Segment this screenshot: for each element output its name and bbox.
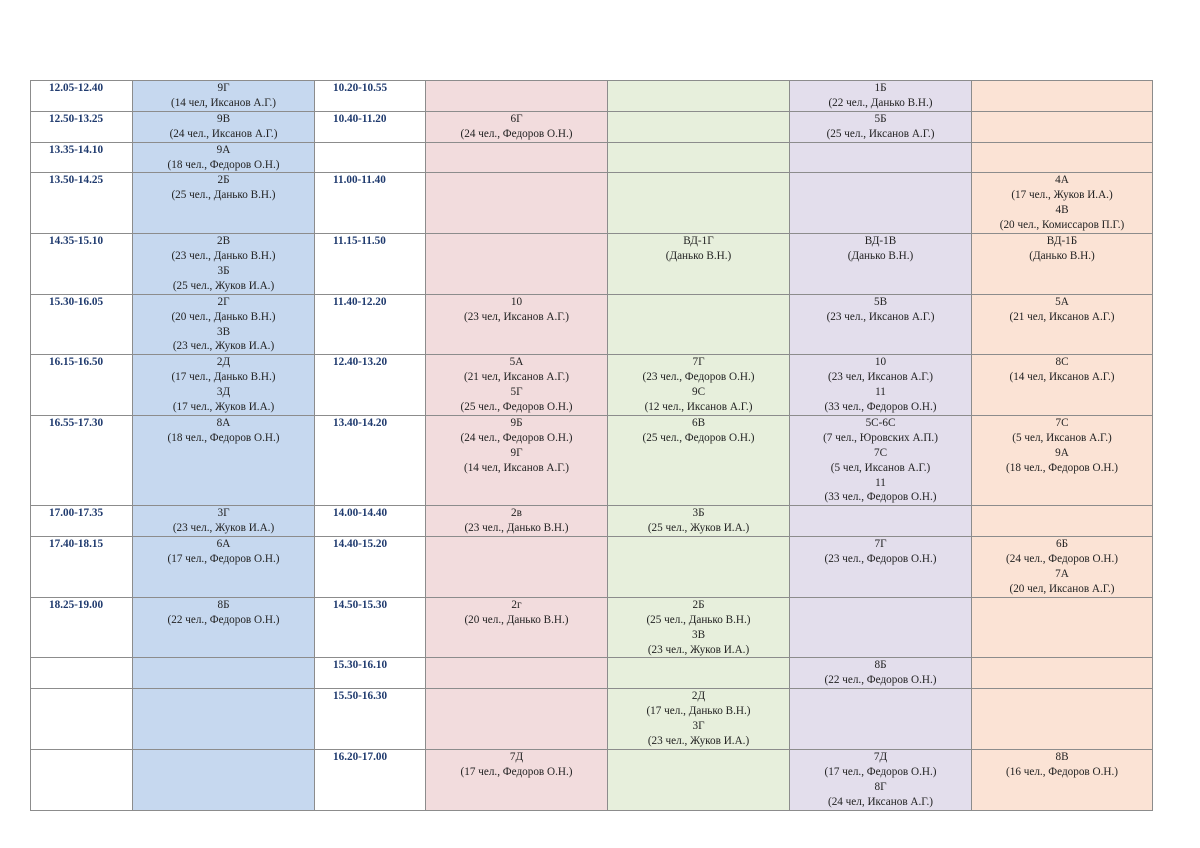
class-name: ВД-1В	[864, 235, 897, 248]
class-name: 1Б	[874, 82, 887, 94]
class-details: (21 чел, Иксанов А.Г.)	[1009, 310, 1115, 323]
class-cell	[790, 506, 972, 537]
class-cell	[426, 415, 608, 505]
class-cell	[972, 749, 1153, 810]
class-name: 10	[510, 295, 523, 308]
class-name: 7Д	[509, 750, 524, 763]
time-slot-cell	[31, 749, 133, 810]
class-name: 5С-6С	[865, 416, 896, 429]
class-cell	[790, 81, 972, 112]
class-details: (18 чел., Федоров О.Н.)	[167, 158, 280, 171]
time-slot-cell	[31, 142, 133, 173]
class-details: (23 чел., Федоров О.Н.)	[642, 371, 755, 384]
class-name: 9А	[216, 143, 231, 156]
class-cell	[972, 234, 1153, 295]
class-details: (23 чел., Жуков И.А.)	[172, 522, 275, 535]
class-name: 3В	[216, 325, 231, 338]
class-cell	[608, 355, 790, 416]
time-slot: 17.00-17.35	[49, 507, 104, 520]
class-cell	[608, 294, 790, 355]
class-cell	[608, 689, 790, 750]
class-details: (33 чел., Федоров О.Н.)	[824, 401, 937, 414]
class-cell	[133, 81, 315, 112]
class-details: (23 чел., Федоров О.Н.)	[824, 553, 937, 566]
time-slot: 18.25-19.00	[49, 598, 104, 611]
class-name: 3Б	[692, 507, 705, 520]
class-details: (25 чел., Данько В.Н.)	[646, 613, 751, 626]
time-slot: 17.40-18.15	[49, 538, 104, 551]
class-name: ВД-1Б	[1046, 235, 1078, 248]
class-cell	[426, 537, 608, 598]
class-cell	[133, 173, 315, 234]
time-slot-cell	[315, 658, 426, 689]
class-cell	[790, 749, 972, 810]
class-name: 11	[875, 386, 886, 399]
class-name: 6Б	[1055, 538, 1069, 551]
class-cell	[608, 111, 790, 142]
time-slot-cell	[31, 415, 133, 505]
class-cell	[790, 597, 972, 658]
time-slot-cell	[315, 355, 426, 416]
class-details: (20 чел, Иксанов А.Г.)	[1009, 582, 1115, 595]
class-details: (23 чел, Иксанов А.Г.)	[827, 371, 934, 384]
schedule-row	[31, 749, 1153, 810]
class-details: (5 чел, Иксанов А.Г.)	[1012, 431, 1112, 444]
class-details: (20 чел., Данько В.Н.)	[464, 613, 569, 626]
class-details: (17 чел., Федоров О.Н.)	[167, 553, 280, 566]
class-name: 8В	[1055, 750, 1069, 763]
class-cell	[790, 689, 972, 750]
class-name: 6Г	[510, 112, 523, 125]
time-slot-cell	[315, 749, 426, 810]
time-slot-cell	[315, 689, 426, 750]
class-name: 2Д	[691, 690, 706, 703]
class-cell	[133, 689, 315, 750]
class-cell	[972, 537, 1153, 598]
class-details: (23 чел., Жуков И.А.)	[647, 734, 750, 747]
class-details: (25 чел., Федоров О.Н.)	[460, 401, 573, 414]
time-slot-cell	[31, 689, 133, 750]
class-details: (25 чел., Иксанов А.Г.)	[826, 127, 935, 140]
class-name: 9В	[216, 112, 231, 125]
class-cell	[133, 415, 315, 505]
class-details: (24 чел., Федоров О.Н.)	[1006, 553, 1118, 566]
class-details: (22 чел., Федоров О.Н.)	[824, 674, 937, 687]
class-details: (14 чел, Иксанов А.Г.)	[1009, 371, 1115, 384]
class-name: 3Г	[217, 507, 230, 520]
time-slot-cell	[31, 294, 133, 355]
time-slot: 13.50-14.25	[49, 174, 104, 187]
schedule-row	[31, 173, 1153, 234]
class-cell	[608, 749, 790, 810]
class-cell	[133, 142, 315, 173]
class-cell	[972, 658, 1153, 689]
class-cell	[608, 415, 790, 505]
time-slot: 14.00-14.40	[333, 507, 388, 520]
class-cell	[608, 506, 790, 537]
class-details: (17 чел., Данько В.Н.)	[171, 371, 276, 384]
class-details: (20 чел., Комиссаров П.Г.)	[999, 219, 1125, 232]
class-name: 5В	[873, 295, 888, 308]
class-name: 7Г	[692, 356, 705, 369]
class-name: 3Б	[217, 264, 230, 277]
class-name: 4В	[1055, 204, 1069, 217]
class-name: 7А	[1055, 568, 1069, 580]
class-cell	[426, 749, 608, 810]
time-slot: 11.40-12.20	[333, 295, 387, 308]
class-name: 5Б	[874, 112, 887, 125]
class-cell	[972, 81, 1153, 112]
class-name: 3Г	[692, 720, 705, 733]
time-slot-cell	[315, 81, 426, 112]
schedule-row	[31, 234, 1153, 295]
class-name: 9Г	[217, 82, 230, 94]
time-slot-cell	[31, 173, 133, 234]
class-cell	[133, 537, 315, 598]
class-name: 8А	[216, 416, 231, 429]
class-cell	[426, 142, 608, 173]
class-name: 5А	[509, 356, 524, 369]
class-cell	[790, 355, 972, 416]
class-cell	[972, 111, 1153, 142]
class-cell	[608, 173, 790, 234]
class-cell	[790, 537, 972, 598]
class-details: (23 чел., Иксанов А.Г.)	[826, 310, 935, 323]
class-details: (17 чел., Федоров О.Н.)	[460, 765, 573, 778]
class-cell	[972, 355, 1153, 416]
time-slot-cell	[31, 111, 133, 142]
class-details: (14 чел, Иксанов А.Г.)	[170, 96, 277, 109]
class-cell	[790, 234, 972, 295]
time-slot: 14.40-15.20	[333, 538, 388, 551]
class-details: (23 чел., Жуков И.А.)	[647, 643, 750, 656]
class-details: (24 чел., Федоров О.Н.)	[460, 431, 573, 444]
class-name: 6А	[216, 538, 231, 551]
schedule-table	[30, 80, 1153, 811]
time-slot-cell	[31, 506, 133, 537]
schedule-row	[31, 111, 1153, 142]
class-name: 2Д	[216, 356, 231, 369]
class-name: 6В	[691, 416, 706, 429]
time-slot-cell	[315, 173, 426, 234]
class-cell	[608, 658, 790, 689]
class-cell	[790, 294, 972, 355]
class-cell	[426, 234, 608, 295]
class-cell	[608, 234, 790, 295]
time-slot: 16.55-17.30	[49, 416, 104, 429]
time-slot: 15.30-16.05	[49, 295, 104, 308]
class-details: (24 чел, Иксанов А.Г.)	[827, 795, 934, 808]
class-details: (Данько В.Н.)	[847, 249, 914, 262]
time-slot: 16.20-17.00	[333, 750, 388, 763]
class-name: ВД-1Г	[683, 235, 714, 248]
class-name: 4А	[1055, 174, 1069, 187]
class-name: 9С	[691, 386, 706, 399]
class-cell	[790, 658, 972, 689]
class-details: (23 чел., Жуков И.А.)	[172, 340, 275, 353]
class-cell	[608, 597, 790, 658]
time-slot-cell	[31, 658, 133, 689]
time-slot: 11.15-11.50	[333, 235, 386, 248]
time-slot-cell	[315, 142, 426, 173]
time-slot-cell	[315, 294, 426, 355]
class-cell	[426, 506, 608, 537]
time-slot: 10.40-11.20	[333, 112, 387, 125]
time-slot: 16.15-16.50	[49, 356, 104, 369]
class-name: 7Д	[873, 750, 888, 763]
time-slot: 12.40-13.20	[333, 356, 388, 369]
time-slot-cell	[315, 234, 426, 295]
class-cell	[790, 415, 972, 505]
class-cell	[133, 234, 315, 295]
class-name: 3В	[691, 628, 706, 641]
class-name: 10	[874, 356, 887, 369]
time-slot: 10.20-10.55	[333, 82, 388, 94]
class-details: (17 чел., Данько В.Н.)	[646, 705, 751, 718]
class-cell	[972, 415, 1153, 505]
class-details: (Данько В.Н.)	[665, 249, 732, 262]
class-details: (21 чел, Иксанов А.Г.)	[463, 371, 570, 384]
class-cell	[972, 506, 1153, 537]
schedule-row	[31, 658, 1153, 689]
class-cell	[133, 355, 315, 416]
class-details: (25 чел., Федоров О.Н.)	[642, 431, 755, 444]
time-slot-cell	[315, 415, 426, 505]
class-cell	[972, 142, 1153, 173]
class-details: (22 чел., Данько В.Н.)	[828, 96, 933, 109]
class-cell	[133, 294, 315, 355]
class-name: 9А	[1055, 446, 1069, 459]
time-slot-cell	[315, 537, 426, 598]
schedule-row	[31, 597, 1153, 658]
class-details: (25 чел., Жуков И.А.)	[172, 279, 275, 292]
class-name: 8Б	[874, 659, 887, 672]
class-details: (23 чел., Данько В.Н.)	[171, 249, 276, 262]
class-cell	[790, 142, 972, 173]
class-cell	[133, 111, 315, 142]
schedule-row	[31, 355, 1153, 416]
class-name: 2Г	[217, 295, 230, 308]
class-details: (22 чел., Федоров О.Н.)	[167, 613, 280, 626]
class-cell	[133, 749, 315, 810]
class-cell	[426, 689, 608, 750]
class-details: (16 чел., Федоров О.Н.)	[1006, 765, 1118, 778]
class-name: 7С	[873, 446, 888, 459]
time-slot: 13.35-14.10	[49, 143, 104, 156]
class-cell	[133, 506, 315, 537]
class-name: 9Б	[510, 416, 523, 429]
time-slot: 15.50-16.30	[333, 690, 388, 703]
time-slot: 15.30-16.10	[333, 659, 388, 672]
time-slot-cell	[31, 537, 133, 598]
schedule-row	[31, 294, 1153, 355]
class-name: 7С	[1055, 416, 1069, 429]
class-details: (17 чел., Жуков И.А.)	[172, 401, 275, 414]
schedule-row	[31, 142, 1153, 173]
class-cell	[426, 597, 608, 658]
class-name: 9Г	[510, 446, 523, 459]
class-details: (17 чел., Федоров О.Н.)	[824, 765, 937, 778]
time-slot: 12.50-13.25	[49, 112, 104, 125]
time-slot-cell	[31, 597, 133, 658]
class-details: (24 чел., Федоров О.Н.)	[460, 127, 573, 140]
schedule-row	[31, 415, 1153, 505]
class-cell	[790, 111, 972, 142]
class-name: 2Б	[692, 598, 705, 611]
class-cell	[608, 142, 790, 173]
class-details: (5 чел, Иксанов А.Г.)	[830, 461, 931, 474]
time-slot: 11.00-11.40	[333, 174, 386, 187]
time-slot-cell	[31, 81, 133, 112]
class-cell	[972, 597, 1153, 658]
class-cell	[608, 537, 790, 598]
time-slot-cell	[315, 597, 426, 658]
class-details: (33 чел., Федоров О.Н.)	[824, 491, 937, 504]
class-details: (23 чел, Иксанов А.Г.)	[463, 310, 570, 323]
class-name: 8Б	[217, 598, 230, 611]
class-details: (18 чел., Федоров О.Н.)	[1006, 461, 1118, 474]
class-details: (7 чел., Юровских А.П.)	[823, 431, 938, 444]
class-name: 3Д	[216, 386, 231, 399]
class-cell	[426, 111, 608, 142]
class-cell	[972, 294, 1153, 355]
class-cell	[426, 81, 608, 112]
time-slot-cell	[315, 111, 426, 142]
class-cell	[972, 689, 1153, 750]
time-slot-cell	[31, 234, 133, 295]
class-cell	[133, 597, 315, 658]
class-details: (14 чел, Иксанов А.Г.)	[463, 461, 570, 474]
class-cell	[426, 173, 608, 234]
schedule-row	[31, 506, 1153, 537]
time-slot-cell	[315, 506, 426, 537]
class-details: (24 чел., Иксанов А.Г.)	[169, 127, 278, 140]
time-slot: 14.35-15.10	[49, 235, 104, 248]
class-cell	[426, 355, 608, 416]
class-details: (25 чел., Жуков И.А.)	[647, 522, 750, 535]
class-name: 2Б	[217, 174, 230, 187]
class-details: (17 чел., Жуков И.А.)	[1011, 189, 1113, 202]
time-slot: 13.40-14.20	[333, 416, 388, 429]
class-cell	[426, 294, 608, 355]
class-name: 7Г	[874, 538, 887, 551]
class-details: (Данько В.Н.)	[1029, 249, 1095, 262]
class-cell	[426, 658, 608, 689]
class-name: 2В	[216, 235, 231, 248]
class-name: 8С	[1055, 356, 1069, 369]
class-details: (25 чел., Данько В.Н.)	[171, 189, 276, 202]
class-cell	[790, 173, 972, 234]
time-slot: 12.05-12.40	[49, 82, 104, 94]
schedule-row	[31, 689, 1153, 750]
class-details: (12 чел., Иксанов А.Г.)	[644, 401, 753, 414]
class-cell	[608, 81, 790, 112]
class-details: (20 чел., Данько В.Н.)	[171, 310, 276, 323]
class-name: 2г	[511, 598, 522, 611]
time-slot-cell	[31, 355, 133, 416]
class-cell	[133, 658, 315, 689]
class-details: (18 чел., Федоров О.Н.)	[167, 431, 280, 444]
class-name: 5А	[1055, 295, 1069, 308]
class-cell	[972, 173, 1153, 234]
class-name: 8Г	[874, 780, 887, 793]
class-name: 5Г	[510, 386, 523, 399]
schedule-row	[31, 537, 1153, 598]
class-details: (23 чел., Данько В.Н.)	[464, 522, 569, 535]
schedule-row	[31, 81, 1153, 112]
class-name: 2в	[511, 507, 522, 520]
class-name: 11	[875, 476, 886, 489]
time-slot: 14.50-15.30	[333, 598, 388, 611]
